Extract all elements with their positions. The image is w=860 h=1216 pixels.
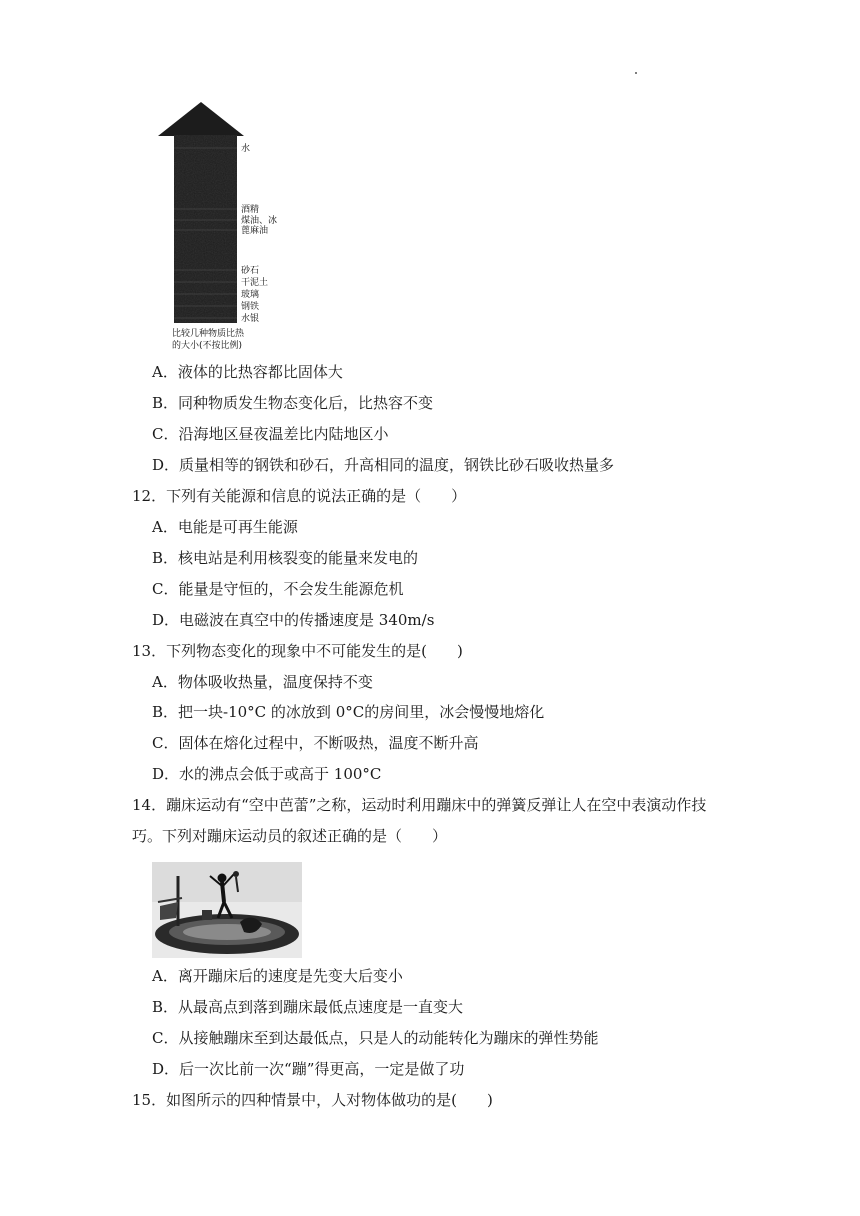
scan-speck xyxy=(635,72,637,74)
q12-option-a: A．电能是可再生能源 xyxy=(152,518,298,536)
q14-option-b: B．从最高点到落到蹦床最低点速度是一直变大 xyxy=(152,998,464,1016)
q12-stem: 12．下列有关能源和信息的说法正确的是（ ） xyxy=(132,487,467,505)
label-mercury: 水银 xyxy=(241,314,260,324)
q11-option-d: D．质量相等的钢铁和砂石，升高相同的温度，钢铁比砂石吸收热量多 xyxy=(152,456,615,474)
q12-option-d: D．电磁波在真空中的传播速度是 340m/s xyxy=(152,611,435,629)
figure-caption-line1: 比较几种物质比热 xyxy=(172,329,245,339)
trampoline-photo xyxy=(152,862,302,958)
label-castor-oil: 蓖麻油 xyxy=(241,226,269,236)
q11-option-b: B．同种物质发生物态变化后，比热容不变 xyxy=(152,394,434,412)
q15-stem: 15．如图所示的四种情景中，人对物体做功的是( ) xyxy=(132,1091,493,1109)
q11-option-c: C．沿海地区昼夜温差比内陆地区小 xyxy=(152,425,389,443)
label-glass: 玻璃 xyxy=(241,290,260,300)
label-sandstone: 砂石 xyxy=(241,266,260,276)
q13-stem: 13．下列物态变化的现象中不可能发生的是( ) xyxy=(132,642,463,660)
q11-option-a: A．液体的比热容都比固体大 xyxy=(152,363,343,381)
q13-option-d: D．水的沸点会低于或高于 100°C xyxy=(152,765,382,783)
q13-option-a: A．物体吸收热量，温度保持不变 xyxy=(152,673,373,691)
label-steel: 钢铁 xyxy=(241,302,260,312)
q13-option-c: C．固体在熔化过程中，不断吸热，温度不断升高 xyxy=(152,734,479,752)
specific-heat-arrow-figure xyxy=(150,98,300,354)
label-alcohol: 酒精 xyxy=(241,205,260,215)
q14-option-c: C．从接触蹦床至到达最低点，只是人的动能转化为蹦床的弹性势能 xyxy=(152,1029,599,1047)
figure-caption-line2: 的大小(不按比例) xyxy=(172,341,243,351)
label-dry-soil: 干泥土 xyxy=(241,278,269,288)
label-water: 水 xyxy=(241,144,251,154)
arrow-head xyxy=(158,102,244,136)
q12-option-b: B．核电站是利用核裂变的能量来发电的 xyxy=(152,549,419,567)
label-kerosene-ice: 煤油、冰 xyxy=(241,216,278,226)
q12-option-c: C．能量是守恒的，不会发生能源危机 xyxy=(152,580,404,598)
q14-stem-line1: 14．蹦床运动有“空中芭蕾”之称，运动时利用蹦床中的弹簧反弹让人在空中表演动作技 xyxy=(132,796,707,814)
q14-stem-line2: 巧。下列对蹦床运动员的叙述正确的是（ ） xyxy=(132,827,448,845)
q14-option-d: D．后一次比前一次“蹦”得更高，一定是做了功 xyxy=(152,1060,465,1078)
q13-option-b: B．把一块-10°C 的冰放到 0°C的房间里，冰会慢慢地熔化 xyxy=(152,703,545,721)
q14-option-a: A．离开蹦床后的速度是先变大后变小 xyxy=(152,967,403,985)
